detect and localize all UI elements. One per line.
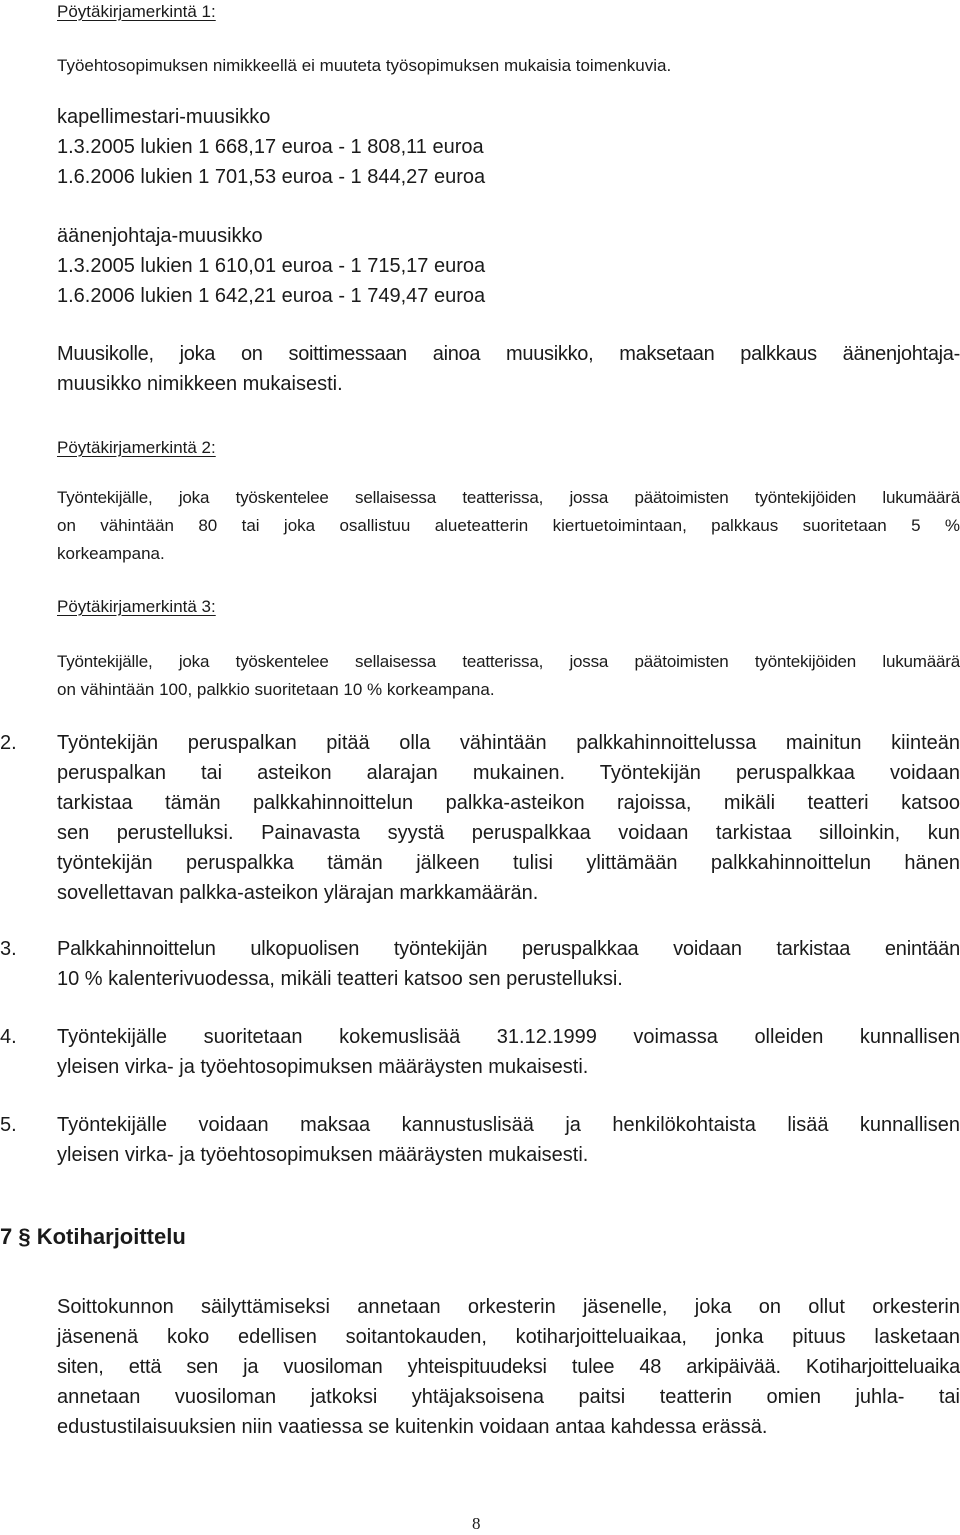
section-line: Soittokunnon säilyttämiseksi annetaan orkesterin jäsenelle, joka on ollut orkesterin: [57, 1296, 960, 1318]
item-line: 10 % kalenterivuodessa, mikäli teatteri katsoo sen perustelluksi.: [57, 968, 623, 990]
item-line: Palkkahinnoittelun ulkopuolisen työntekijän peruspalkkaa voidaan tarkistaa enintään: [57, 938, 960, 960]
salary-line: 1.3.2005 lukien 1 610,01 euroa - 1 715,17 euroa: [57, 255, 486, 277]
item-line: Työntekijälle voidaan maksaa kannustuslisää ja henkilökohtaista lisää kunnallisen: [57, 1114, 960, 1136]
group-title: äänenjohtaja-muusikko: [57, 225, 263, 247]
item-line: Työntekijälle suoritetaan kokemuslisää 31.12.1999 voimassa olleiden kunnallisen: [57, 1026, 960, 1048]
note-2-title: Pöytäkirjamerkintä 2:: [57, 438, 216, 457]
item-line: Työntekijän peruspalkan pitää olla vähintään palkkahinnoittelussa mainitun kiinteän: [57, 732, 960, 754]
section-line: jäsenenä koko edellisen soitantokauden, kotiharjoitteluaikaa, jonka pituus lasketaan: [57, 1326, 960, 1348]
salary-line: 1.6.2006 lukien 1 701,53 euroa - 1 844,27 euroa: [57, 166, 486, 188]
item-number: 3.: [0, 938, 17, 960]
note-2-line: on vähintään 80 tai joka osallistuu alueteatterin kiertuetoimintaan, palkkaus suoritetaan 5 %: [57, 516, 960, 535]
item-line: yleisen virka- ja työehtosopimuksen määräysten mukaisesti.: [57, 1144, 589, 1166]
note-1-intro: Työehtosopimuksen nimikkeellä ei muuteta työsopimuksen mukaisia toimenkuvia.: [57, 56, 672, 75]
item-line: sen perustelluksi. Painavasta syystä peruspalkkaa voidaan tarkistaa silloinkin, kun: [57, 822, 960, 844]
item-line: yleisen virka- ja työehtosopimuksen määräysten mukaisesti.: [57, 1056, 589, 1078]
note-2-line: korkeampana.: [57, 544, 165, 563]
page-number: 8: [472, 1514, 481, 1533]
item-number: 5.: [0, 1114, 17, 1136]
note-3-line: Työntekijälle, joka työskentelee sellaisessa teatterissa, jossa päätoimisten työntekijöiden lukumäärä: [57, 652, 960, 671]
note-3-line: on vähintään 100, palkkio suoritetaan 10 % korkeampana.: [57, 680, 495, 699]
section-heading: 7 § Kotiharjoittelu: [0, 1224, 186, 1249]
section-line: siten, että sen ja vuosiloman yhteispituudeksi tulee 48 arkipäivää. Kotiharjoitteluaika: [57, 1356, 960, 1378]
item-line: työntekijän peruspalkka tämän jälkeen tulisi ylittämään palkkahinnoittelun hänen: [57, 852, 960, 874]
item-number: 4.: [0, 1026, 17, 1048]
note-1-title: Pöytäkirjamerkintä 1:: [57, 2, 216, 21]
item-line: peruspalkan tai asteikon alarajan mukainen. Työntekijän peruspalkkaa voidaan: [57, 762, 960, 784]
note-1-closing-line: Muusikolle, joka on soittimessaan ainoa muusikko, maksetaan palkkaus äänenjohtaja-: [57, 343, 960, 365]
item-line: tarkistaa tämän palkkahinnoittelun palkka-asteikon rajoissa, mikäli teatteri katsoo: [57, 792, 960, 814]
note-2-line: Työntekijälle, joka työskentelee sellaisessa teatterissa, jossa päätoimisten työntekijöiden lukumäärä: [57, 488, 960, 507]
item-number: 2.: [0, 732, 17, 754]
salary-line: 1.3.2005 lukien 1 668,17 euroa - 1 808,11 euroa: [57, 136, 484, 158]
item-line: sovellettavan palkka-asteikon ylärajan markkamäärän.: [57, 882, 539, 904]
note-1-closing-line: muusikko nimikkeen mukaisesti.: [57, 373, 343, 395]
salary-line: 1.6.2006 lukien 1 642,21 euroa - 1 749,47 euroa: [57, 285, 486, 307]
section-line: edustustilaisuuksien niin vaatiessa se kuitenkin voidaan antaa kahdessa erässä.: [57, 1416, 768, 1438]
group-title: kapellimestari-muusikko: [57, 106, 271, 128]
note-3-title: Pöytäkirjamerkintä 3:: [57, 597, 216, 616]
section-line: annetaan vuosiloman jatkoksi yhtäjaksoisena paitsi teatterin omien juhla- tai: [57, 1386, 960, 1408]
